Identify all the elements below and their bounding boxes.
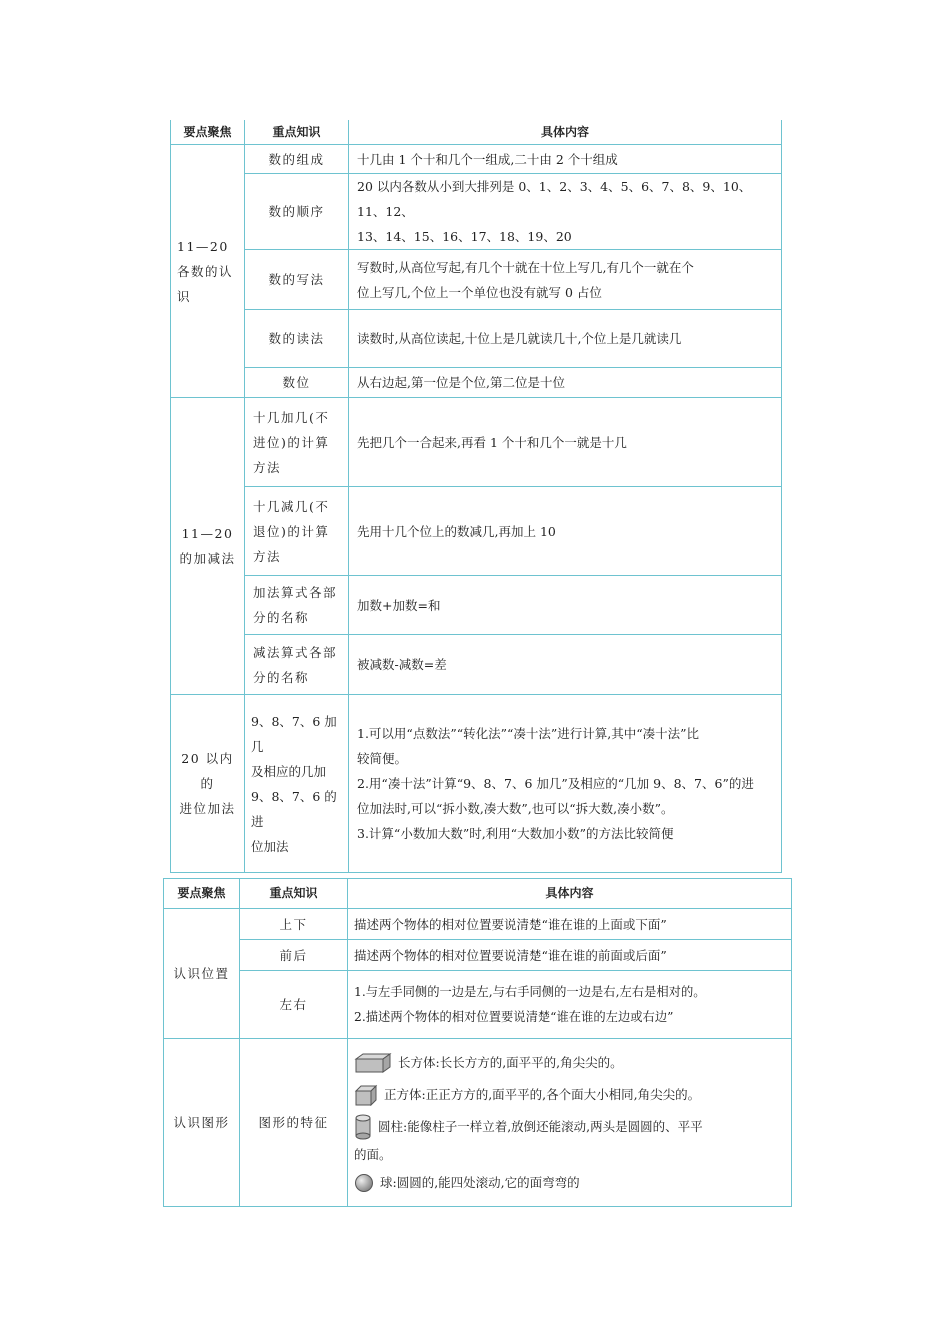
content-cell xyxy=(349,368,782,398)
content-cell xyxy=(349,398,782,487)
topic-cell xyxy=(171,145,245,398)
content-line: 加数+加数=和 xyxy=(357,597,441,613)
topic-line: 20 以内的 xyxy=(181,751,234,791)
content-line: 先用十几个位上的数减几,再加上 10 xyxy=(357,523,556,539)
shape-row-sphere xyxy=(354,1167,785,1199)
content-line: 描述两个物体的相对位置要说清楚“谁在谁的前面或后面” xyxy=(354,947,667,963)
table-row xyxy=(171,635,782,695)
content-line: 13、14、15、16、17、18、19、20 xyxy=(357,229,572,244)
content-line: 从右边起,第一位是个位,第二位是十位 xyxy=(357,375,565,390)
content-line: 先把几个一合起来,再看 1 个十和几个一就是十几 xyxy=(357,434,627,450)
table-row xyxy=(171,487,782,576)
content-line: 读数时,从高位读起,十位上是几就读几十,个位上是几就读几 xyxy=(357,331,682,346)
header-key-knowledge: 重点知识 xyxy=(240,879,348,909)
key-line: 方法 xyxy=(253,548,282,564)
table-row xyxy=(171,310,782,368)
content-cell xyxy=(349,635,782,695)
content-cell xyxy=(348,909,792,940)
table-header-row xyxy=(171,120,782,145)
content-line: 1.与左手同侧的一边是左,与右手同侧的一边是右,左右是相对的。 xyxy=(354,984,706,999)
content-line: 被减数-减数=差 xyxy=(357,657,447,672)
shape-text: 圆柱:能像柱子一样立着,放倒还能滚动,两头是圆圆的、平平 xyxy=(378,1118,703,1134)
key-cell: 左右 xyxy=(240,971,348,1039)
key-cell xyxy=(245,576,349,635)
key-line: 分的名称 xyxy=(253,610,310,625)
table-row xyxy=(171,145,782,174)
content-line: 写数时,从高位写起,有几个十就在十位上写几,有几个一就在个 xyxy=(357,259,694,275)
shape-row-cylinder xyxy=(354,1111,785,1143)
content-cell xyxy=(349,487,782,576)
topic-cell: 认识位置 xyxy=(164,909,240,1039)
key-line: 减法算式各部 xyxy=(253,644,338,660)
content-line: 较简便。 xyxy=(357,751,408,766)
topic-line: 11—20 xyxy=(181,526,234,541)
key-cell xyxy=(245,398,349,487)
header-focus: 要点聚焦 xyxy=(164,879,240,909)
table-header-row xyxy=(164,879,792,909)
header-focus: 要点聚焦 xyxy=(171,120,245,145)
topic-text: 11—20 各数的认识 xyxy=(177,238,234,304)
content-line: 位加法时,可以“拆小数,凑大数”,也可以“拆大数,凑小数”。 xyxy=(357,801,674,816)
key-line: 退位)的计算 xyxy=(253,523,330,539)
topic-line: 进位加法 xyxy=(179,801,236,816)
topic-cell xyxy=(171,695,245,873)
content-cell xyxy=(348,971,792,1039)
knowledge-table-position-shapes xyxy=(163,878,792,1207)
key-line: 加法算式各部 xyxy=(253,585,338,600)
knowledge-table-numbers xyxy=(170,120,782,873)
content-cell xyxy=(348,1039,792,1207)
key-cell: 数的组成 xyxy=(245,145,349,174)
header-content: 具体内容 xyxy=(348,879,792,909)
content-cell xyxy=(349,145,782,174)
sphere-icon xyxy=(354,1173,374,1193)
table-row xyxy=(171,695,782,873)
header-key-knowledge: 重点知识 xyxy=(245,120,349,145)
key-line: 分的名称 xyxy=(253,669,310,685)
topic-cell xyxy=(171,398,245,695)
table-row xyxy=(171,576,782,635)
shape-text: 正方体:正正方方的,面平平的,各个面大小相同,角尖尖的。 xyxy=(384,1086,701,1102)
key-cell xyxy=(245,635,349,695)
content-cell xyxy=(349,576,782,635)
key-cell: 数的写法 xyxy=(245,250,349,310)
shape-text-continued: 的面。 xyxy=(354,1146,392,1162)
key-cell: 上下 xyxy=(240,909,348,940)
header-content: 具体内容 xyxy=(349,120,782,145)
key-line: 十几减几(不 xyxy=(253,498,330,514)
content-line: 位上写几,个位上一个单位也没有就写 0 占位 xyxy=(357,284,602,300)
content-cell xyxy=(349,250,782,310)
table-row xyxy=(171,398,782,487)
key-line: 十几加几(不 xyxy=(253,409,330,425)
key-cell: 数的顺序 xyxy=(245,174,349,250)
cylinder-icon xyxy=(354,1114,372,1140)
key-line: 位加法 xyxy=(251,838,289,854)
key-cell xyxy=(245,695,349,873)
content-cell xyxy=(349,695,782,873)
table-row xyxy=(171,250,782,310)
cuboid-icon xyxy=(354,1052,392,1074)
key-line: 方法 xyxy=(253,459,282,475)
key-cell: 前后 xyxy=(240,940,348,971)
table-row xyxy=(171,174,782,250)
content-cell xyxy=(349,310,782,368)
table-row xyxy=(164,971,792,1039)
content-cell xyxy=(349,174,782,250)
key-line: 进位)的计算 xyxy=(253,434,330,450)
topic-line: 的加减法 xyxy=(179,551,236,566)
table-row xyxy=(164,1039,792,1207)
content-line: 2.用“凑十法”计算“9、8、7、6 加几”及相应的“几加 9、8、7、6”的进 xyxy=(357,776,754,791)
key-line: 9、8、7、6 加几 xyxy=(251,713,337,754)
table-row xyxy=(171,368,782,398)
shape-text: 球:圆圆的,能四处滚动,它的面弯弯的 xyxy=(380,1174,580,1190)
key-cell: 图形的特征 xyxy=(240,1039,348,1207)
content-line: 十几由 1 个十和几个一组成,二十由 2 个十组成 xyxy=(357,151,618,167)
key-cell: 数的读法 xyxy=(245,310,349,368)
key-cell: 数位 xyxy=(245,368,349,398)
key-line: 9、8、7、6 的进 xyxy=(251,788,337,829)
topic-cell: 认识图形 xyxy=(164,1039,240,1207)
content-line: 描述两个物体的相对位置要说清楚“谁在谁的上面或下面” xyxy=(354,916,667,932)
shape-row-cuboid xyxy=(354,1047,785,1079)
table-row xyxy=(164,940,792,971)
content-line: 3.计算“小数加大数”时,利用“大数加小数”的方法比较简便 xyxy=(357,826,674,841)
content-line: 1.可以用“点数法”“转化法”“凑十法”进行计算,其中“凑十法”比 xyxy=(357,726,700,741)
content-line: 2.描述两个物体的相对位置要说清楚“谁在谁的左边或右边” xyxy=(354,1009,674,1024)
key-line: 及相应的几加 xyxy=(251,763,327,779)
key-cell xyxy=(245,487,349,576)
shape-text: 长方体:长长方方的,面平平的,角尖尖的。 xyxy=(398,1054,623,1070)
content-cell xyxy=(348,940,792,971)
table-row xyxy=(164,909,792,940)
content-line: 20 以内各数从小到大排列是 0、1、2、3、4、5、6、7、8、9、10、11、12、 xyxy=(357,179,752,219)
shape-row-cube xyxy=(354,1079,785,1111)
cube-icon xyxy=(354,1084,378,1106)
